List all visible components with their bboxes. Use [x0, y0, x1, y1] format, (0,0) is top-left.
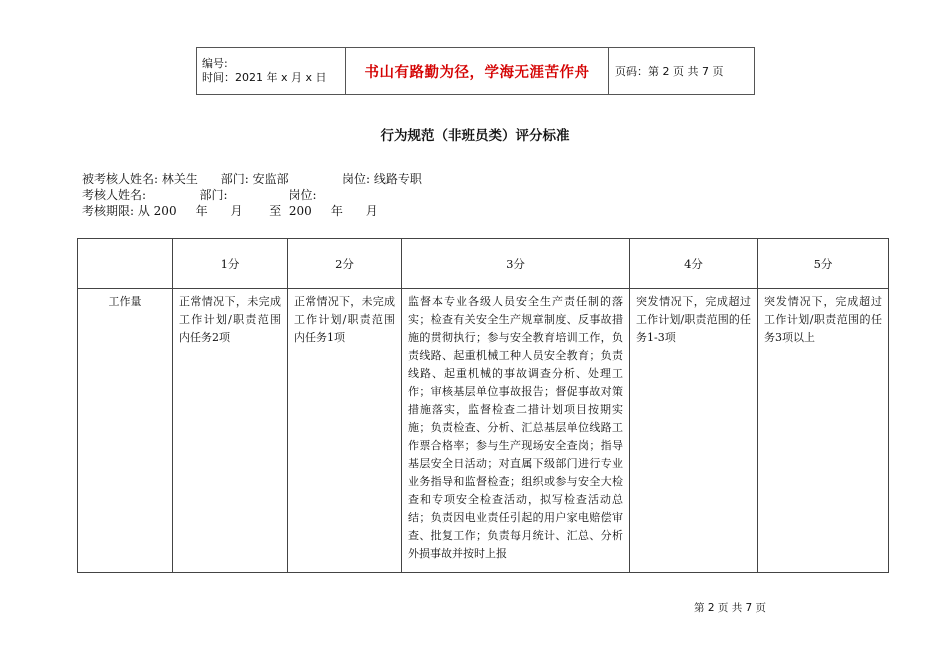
- table-row: [78, 289, 889, 573]
- score-2-criteria: 正常情况下，未完成工作计划/职责范围内任务1项: [288, 289, 402, 573]
- examiner-info: 考核人姓名: 部门: 岗位:: [82, 188, 317, 202]
- table-header-cell: 4分: [630, 239, 758, 289]
- table-header-cell: 3分: [402, 239, 630, 289]
- table-header-cell: 2分: [288, 239, 402, 289]
- score-5-criteria: 突发情况下，完成超过工作计划/职责范围的任务3项以上: [758, 289, 889, 573]
- assessment-period: 考核期限: 从 200 年 月 至 200 年 月: [82, 204, 378, 218]
- score-3-criteria: 监督本专业各级人员安全生产责任制的落实；检查有关安全生产规章制度、反事故措施的贯彻执行；参与安全教育培训工作，负责线路、起重机械工种人员安全教育；负责线路、起重机械的事故调查分析、处理工作；审核基层单位事故报告；督促事故对策措施落实，监督检查二措计划项目按期实施；负责检查、分析、汇总基层单位线路工作票合格率；参与生产现场安全查岗；指导基层安全日活动；对直属下级部门进行专业业务指导和监督检查；组织或参与安全大检查和专项安全检查活动，拟写检查活动总结；负责因电业责任引起的用户家电赔偿审查、批复工作；负责每月统计、汇总、分析外损事故并按时上报: [402, 289, 630, 573]
- header-motto: 书山有路勤为径，学海无涯苦作舟: [346, 48, 609, 95]
- header-page-number: 页码：第 2 页 共 7 页: [609, 48, 755, 95]
- score-4-criteria: 突发情况下，完成超过工作计划/职责范围的任务1-3项: [630, 289, 758, 573]
- score-1-criteria: 正常情况下，未完成工作计划/职责范围内任务2项: [173, 289, 288, 573]
- table-header-row: [78, 239, 889, 289]
- document-number-label: 编号:: [202, 57, 228, 70]
- examinee-info: 被考核人姓名: 林关生 部门: 安监部 岗位: 线路专职: [82, 172, 422, 186]
- table-header-cell: 5分: [758, 239, 889, 289]
- document-title: 行为规范（非班员类）评分标准: [380, 128, 570, 144]
- document-date: 时间：2021 年 x 月 x 日: [202, 71, 327, 84]
- table-header-cell: [78, 239, 173, 289]
- page-footer: 第 2 页 共 7 页: [694, 602, 767, 614]
- table-header-cell: 1分: [173, 239, 288, 289]
- document-header: [196, 47, 755, 95]
- header-meta-cell: [197, 48, 346, 95]
- scoring-table: [77, 238, 889, 573]
- row-label: 工作量: [78, 289, 173, 573]
